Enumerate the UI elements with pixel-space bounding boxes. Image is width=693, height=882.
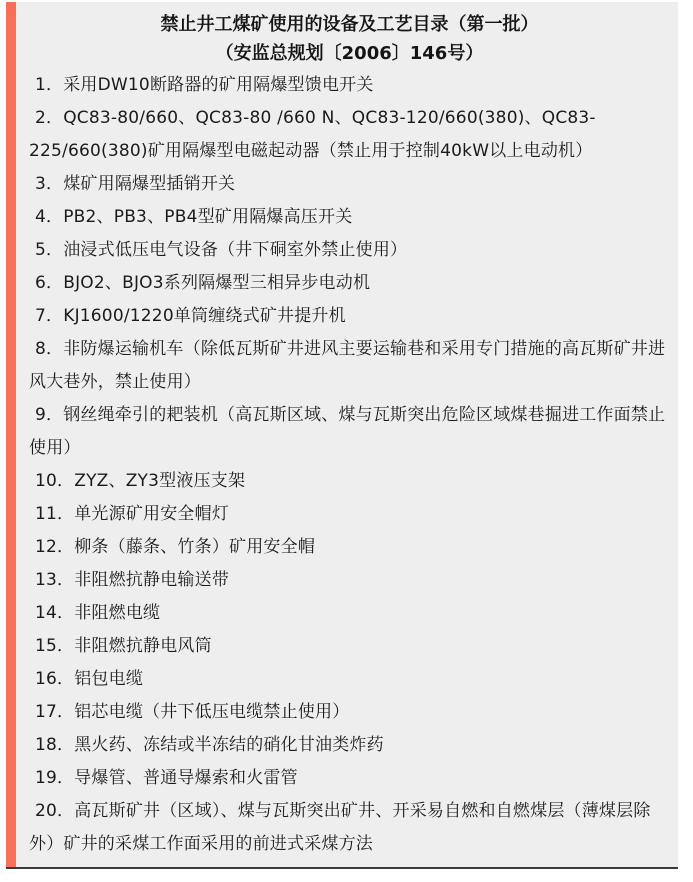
list-item: 20．高瓦斯矿井（区域）、煤与瓦斯突出矿井、开采易自燃和自燃煤层（薄煤层除外）矿井的采煤工作面采用的前进式采煤方法 (29, 801, 651, 854)
list-item: 12．柳条（藤条、竹条）矿用安全帽 (35, 537, 316, 557)
page-subtitle: （安监总规划〔2006〕146号） (215, 43, 484, 64)
document-content (16, 2, 678, 867)
list-item: 1．采用DW10断路器的矿用隔爆型馈电开关 (35, 75, 374, 95)
list-item: 13．非阻燃抗静电输送带 (35, 570, 230, 590)
list-item: 17．铝芯电缆（井下低压电缆禁止使用） (35, 702, 350, 722)
list-item: 15．非阻燃抗静电风筒 (35, 636, 212, 656)
list-item: 6．BJO2、BJO3系列隔爆型三相异步电动机 (35, 273, 371, 293)
list-item: 18．黑火药、冻结或半冻结的硝化甘油类炸药 (35, 735, 384, 755)
prohibited-items-list (29, 69, 670, 861)
list-item: 9．钢丝绳牵引的耙装机（高瓦斯区域、煤与瓦斯突出危险区域煤巷掘进工作面禁止使用） (29, 405, 666, 458)
list-item: 7．KJ1600/1220单筒缠绕式矿井提升机 (35, 306, 346, 326)
document-page (6, 2, 678, 869)
list-item: 11．单光源矿用安全帽灯 (35, 504, 230, 524)
list-item: 8．非防爆运输机车（除低瓦斯矿井进风主要运输巷和采用专门措施的高瓦斯矿井进风大巷外，禁止使用） (29, 339, 666, 392)
list-item: 10．ZYZ、ZY3型液压支架 (35, 471, 246, 491)
list-item: 14．非阻燃电缆 (35, 603, 161, 623)
title-block (29, 10, 670, 68)
list-item: 16．铝包电缆 (35, 669, 144, 689)
list-item: 2．QC83-80/660、QC83-80 /660 N、QC83-120/660(380)、QC83-225/660(380)矿用隔爆型电磁起动器（禁止用于控制40kW以上电动机） (29, 108, 596, 161)
list-item: 3．煤矿用隔爆型插销开关 (35, 174, 236, 194)
list-item: 4．PB2、PB3、PB4型矿用隔爆高压开关 (35, 207, 353, 227)
list-item: 19．导爆管、普通导爆索和火雷管 (35, 768, 298, 788)
page-title: 禁止井工煤矿使用的设备及工艺目录（第一批） (160, 14, 539, 35)
left-accent-stripe (6, 2, 16, 867)
list-item: 5．油浸式低压电气设备（井下硐室外禁止使用） (35, 240, 408, 260)
